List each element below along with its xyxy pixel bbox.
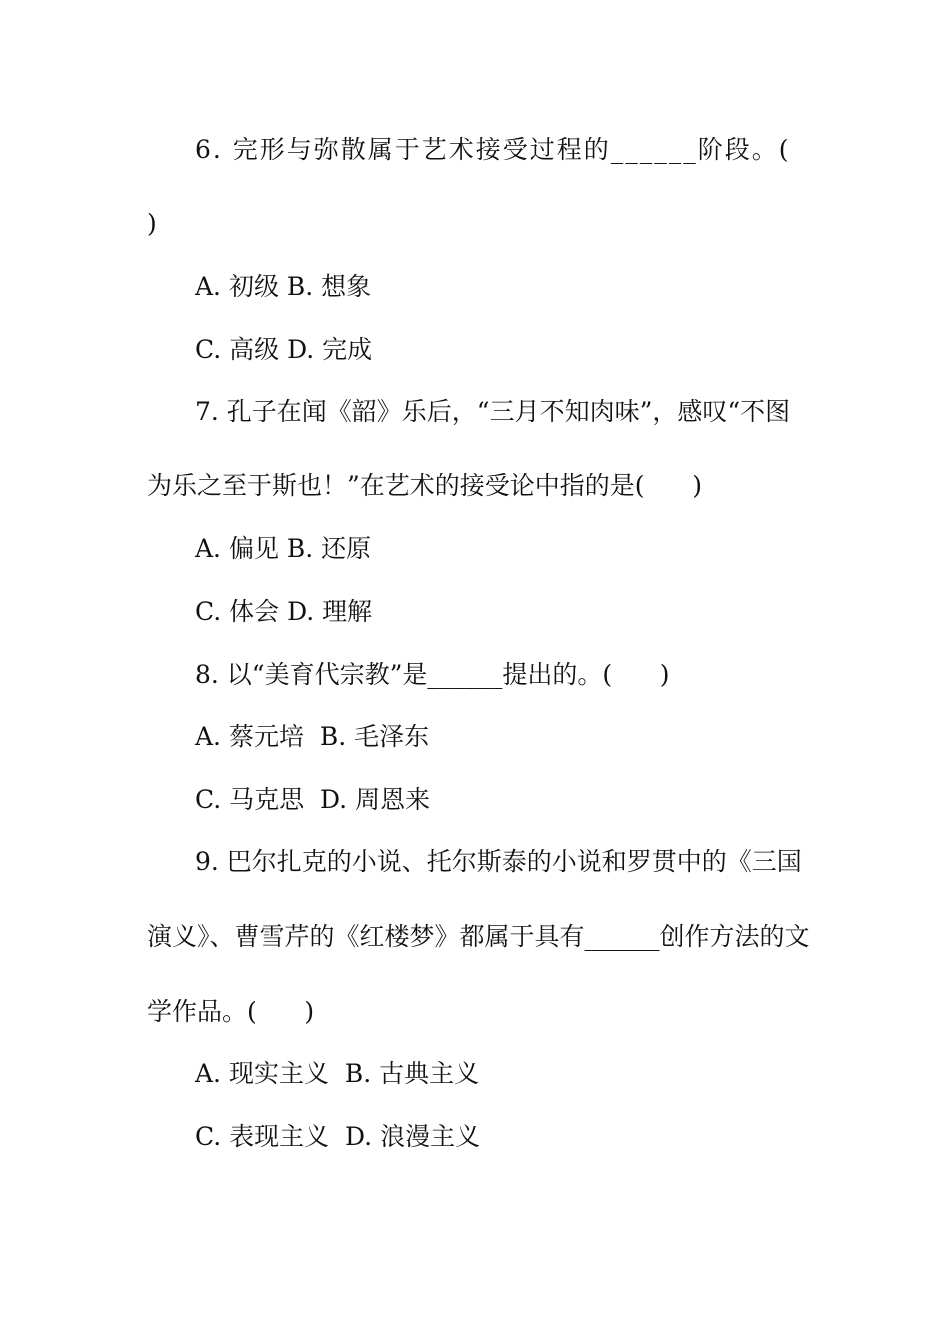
question-9-options-cd: C. 表现主义 D. 浪漫主义 xyxy=(195,1122,481,1151)
question-8-options-ab: A. 蔡元培 B. 毛泽东 xyxy=(195,722,430,751)
question-7-text-continued: 为乐之至于斯也！”在艺术的接受论中指的是( ) xyxy=(147,471,702,500)
question-6-options-ab: A. 初级 B. 想象 xyxy=(195,272,372,301)
question-7-text: 7. 孔子在闻《韶》乐后，“三月不知肉味”，感叹“不图 xyxy=(195,397,791,426)
question-9-text-continued: 演义》、曹雪芹的《红楼梦》都属于具有______创作方法的文 xyxy=(147,922,810,951)
question-8-options-cd: C. 马克思 D. 周恩来 xyxy=(195,785,431,814)
question-7-options-ab: A. 偏见 B. 还原 xyxy=(195,534,372,563)
question-6-text: 6. 完形与弥散属于艺术接受过程的______阶段。( xyxy=(195,135,791,164)
question-9-options-ab: A. 现实主义 B. 古典主义 xyxy=(195,1059,480,1088)
question-8-text: 8. 以“美育代宗教”是______提出的。( ) xyxy=(195,660,670,689)
question-7-options-cd: C. 体会 D. 理解 xyxy=(195,597,373,626)
question-6-text-continued: ) xyxy=(147,209,157,238)
question-9-text: 9. 巴尔扎克的小说、托尔斯泰的小说和罗贯中的《三国 xyxy=(195,847,802,876)
question-6-options-cd: C. 高级 D. 完成 xyxy=(195,335,373,364)
question-9-text-end: 学作品。( ) xyxy=(147,997,315,1026)
